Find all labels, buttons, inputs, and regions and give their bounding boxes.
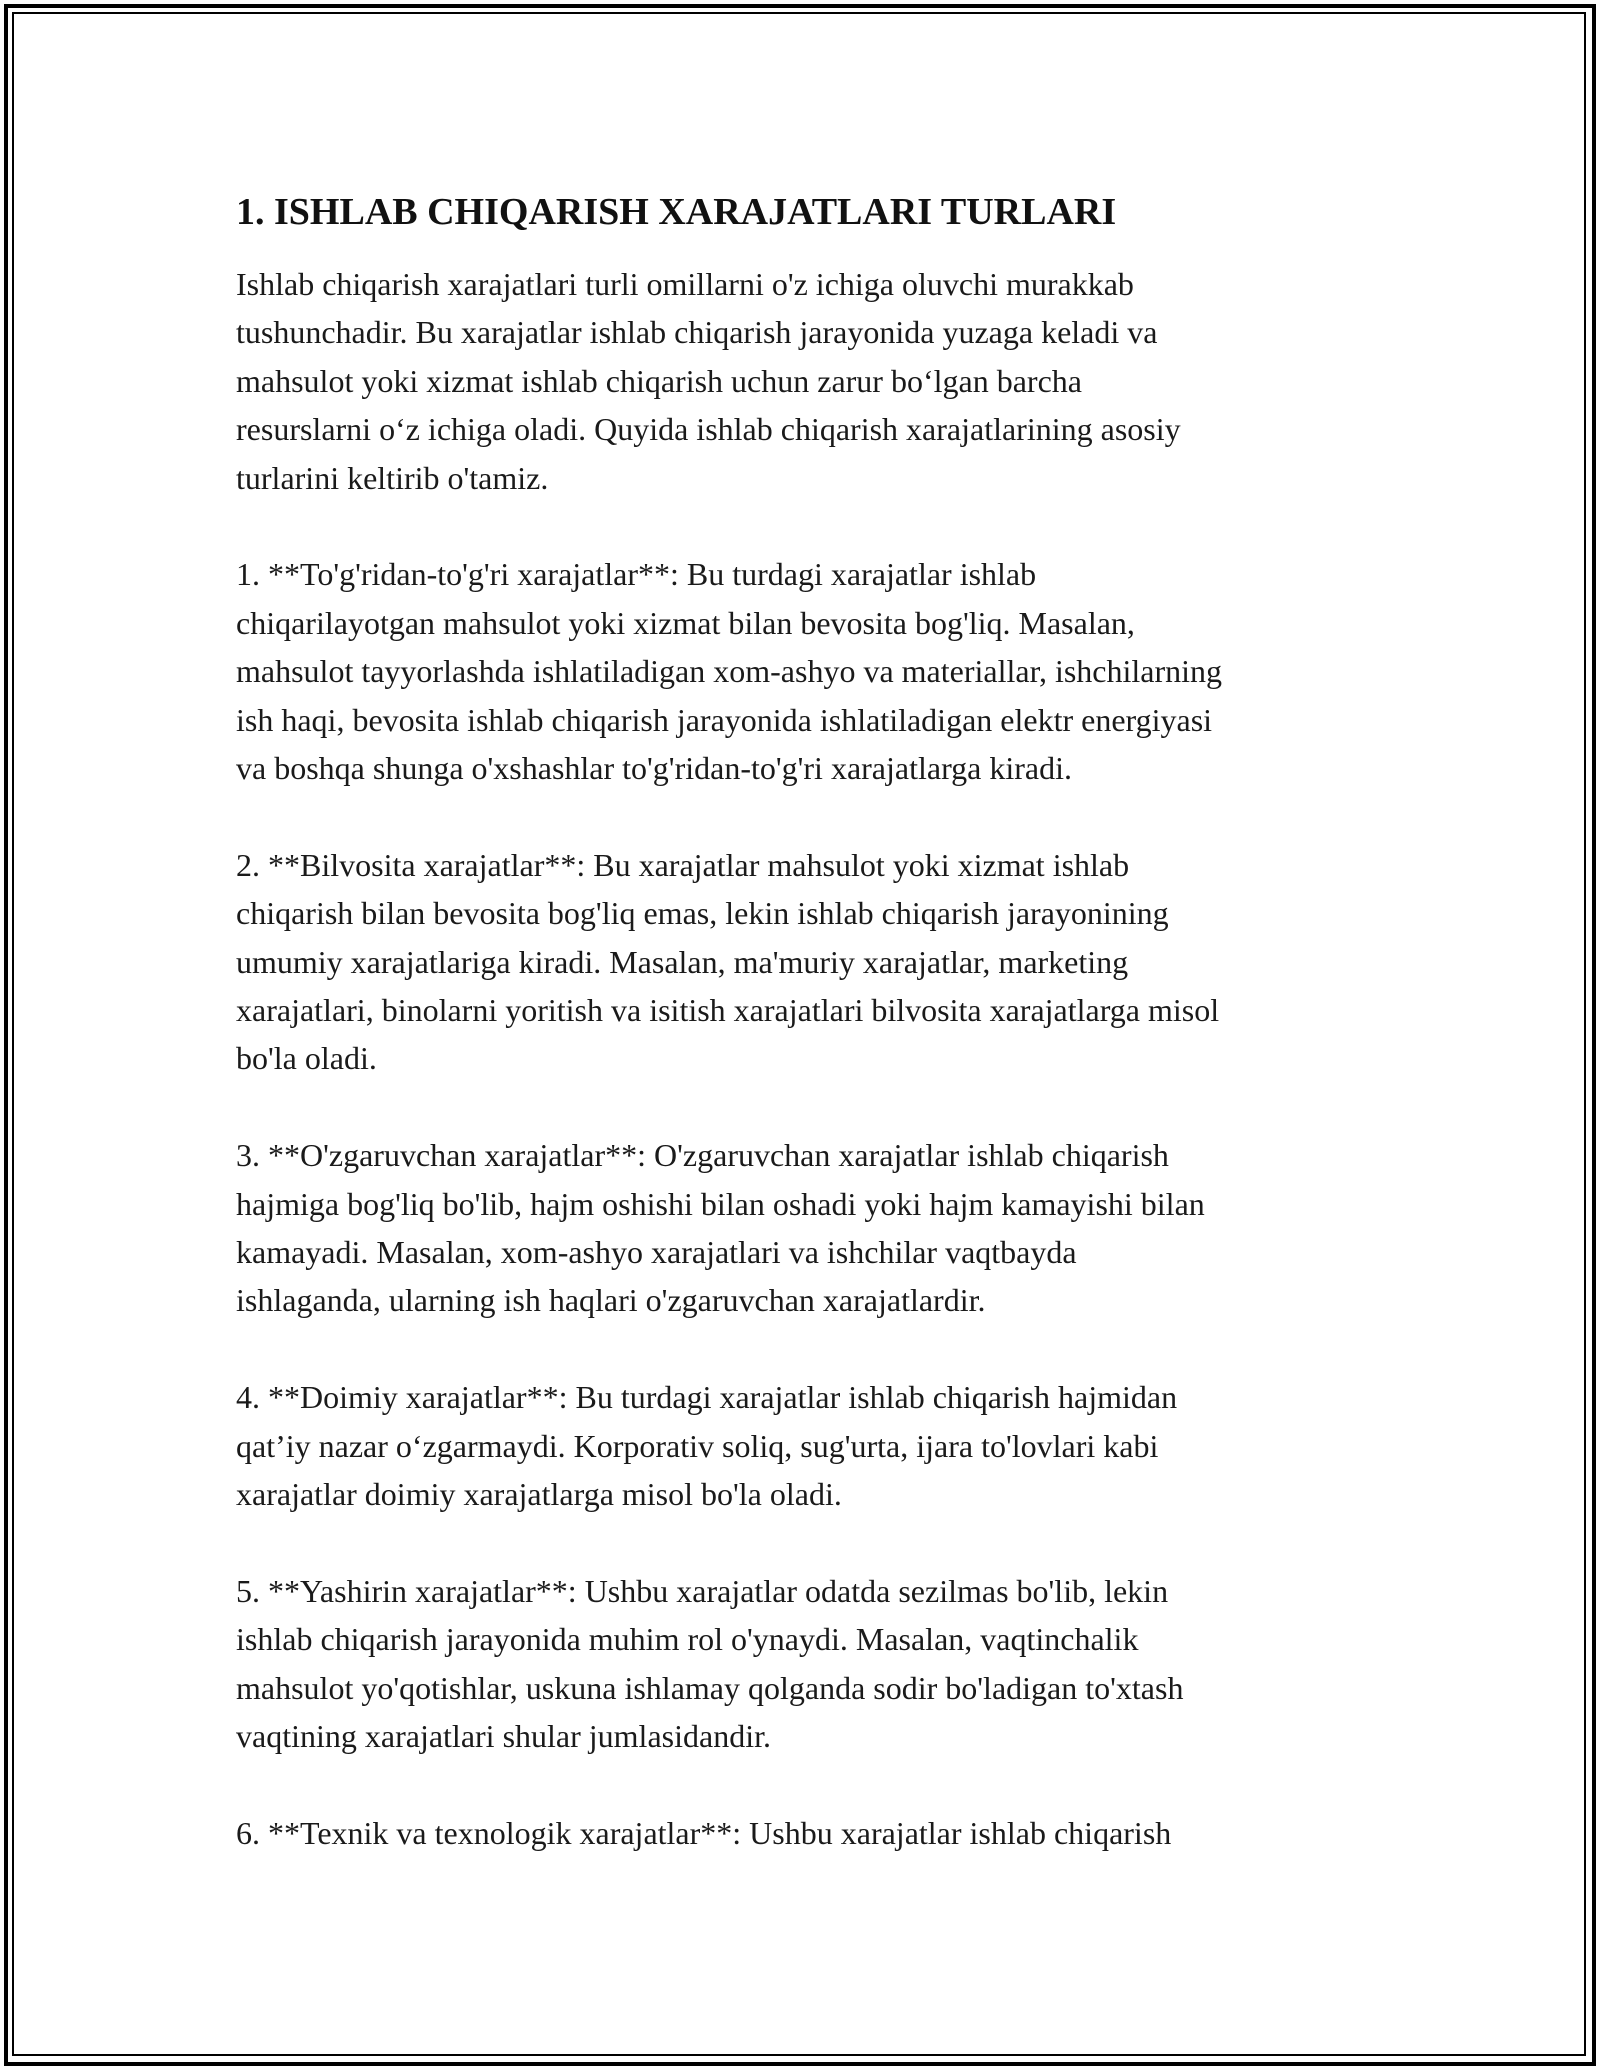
list-item-indirect-costs: 2. **Bilvosita xarajatlar**: Bu xarajatlar mahsulot yoki xizmat ishlab chiqarish bilan bevosita bog'liq emas, lekin ishlab chiqarish jarayonining umumiy xarajatlariga kiradi. Masalan, ma'muriy xarajatlar, marketing xarajatlari, binolarni yoritish va isitish xarajatlari bilvosita xarajatlarga misol bo'la oladi. [236,846,1220,1077]
list-item-direct-costs: 1. **To'g'ridan-to'g'ri xarajatlar**: Bu turdagi xarajatlar ishlab chiqarilayotgan mahsulot yoki xizmat bilan bevosita bog'liq. Masalan, mahsulot tayyorlashda ishlatiladigan xom-ashyo va materiallar, ishchilarning ish haqi, bevosita ishlab chiqarish jarayonida ishlatiladigan elektr energiyasi va boshqa shunga o'xshashlar to'g'ridan-to'g'ri xarajatlarga kiradi. [236,556,1223,787]
document-body [236,186,1396,1857]
section-heading: 1. ISHLAB CHIQARISH XARAJATLARI TURLARI [236,191,1117,233]
list-item-variable-costs: 3. **O'zgaruvchan xarajatlar**: O'zgaruvchan xarajatlar ishlab chiqarish hajmiga bog'liq bo'lib, hajm oshishi bilan oshadi yoki hajm kamayishi bilan kamayadi. Masalan, xom-ashyo xarajatlari va ishchilar vaqtbayda ishlaganda, ularning ish haqlari o'zgaruvchan xarajatlardir. [236,1137,1205,1319]
list-item-hidden-costs: 5. **Yashirin xarajatlar**: Ushbu xarajatlar odatda sezilmas bo'lib, lekin ishlab chiqarish jarayonida muhim rol o'ynaydi. Masalan, vaqtinchalik mahsulot yo'qotishlar, uskuna ishlamay qolganda sodir bo'ladigan to'xtash vaqtining xarajatlari shular jumlasidandir. [236,1572,1184,1755]
intro-paragraph: Ishlab chiqarish xarajatlari turli omillarni o'z ichiga oluvchi murakkab tushunchadir. Bu xarajatlar ishlab chiqarish jarayonida yuzaga keladi va mahsulot yoki xizmat ishlab chiqarish uchun zarur bo‘lgan barcha resurslarni o‘z ichiga oladi. Quyida ishlab chiqarish xarajatlarining asosiy turlarini keltirib o'tamiz. [236,266,1181,496]
list-item-technical-costs: 6. **Texnik va texnologik xarajatlar**: Ushbu xarajatlar ishlab chiqarish [236,1814,1172,1851]
list-item-fixed-costs: 4. **Doimiy xarajatlar**: Bu turdagi xarajatlar ishlab chiqarish hajmidan qat’iy nazar o‘zgarmaydi. Korporativ soliq, sug'urta, ijara to'lovlari kabi xarajatlar doimiy xarajatlarga misol bo'la oladi. [236,1379,1178,1513]
